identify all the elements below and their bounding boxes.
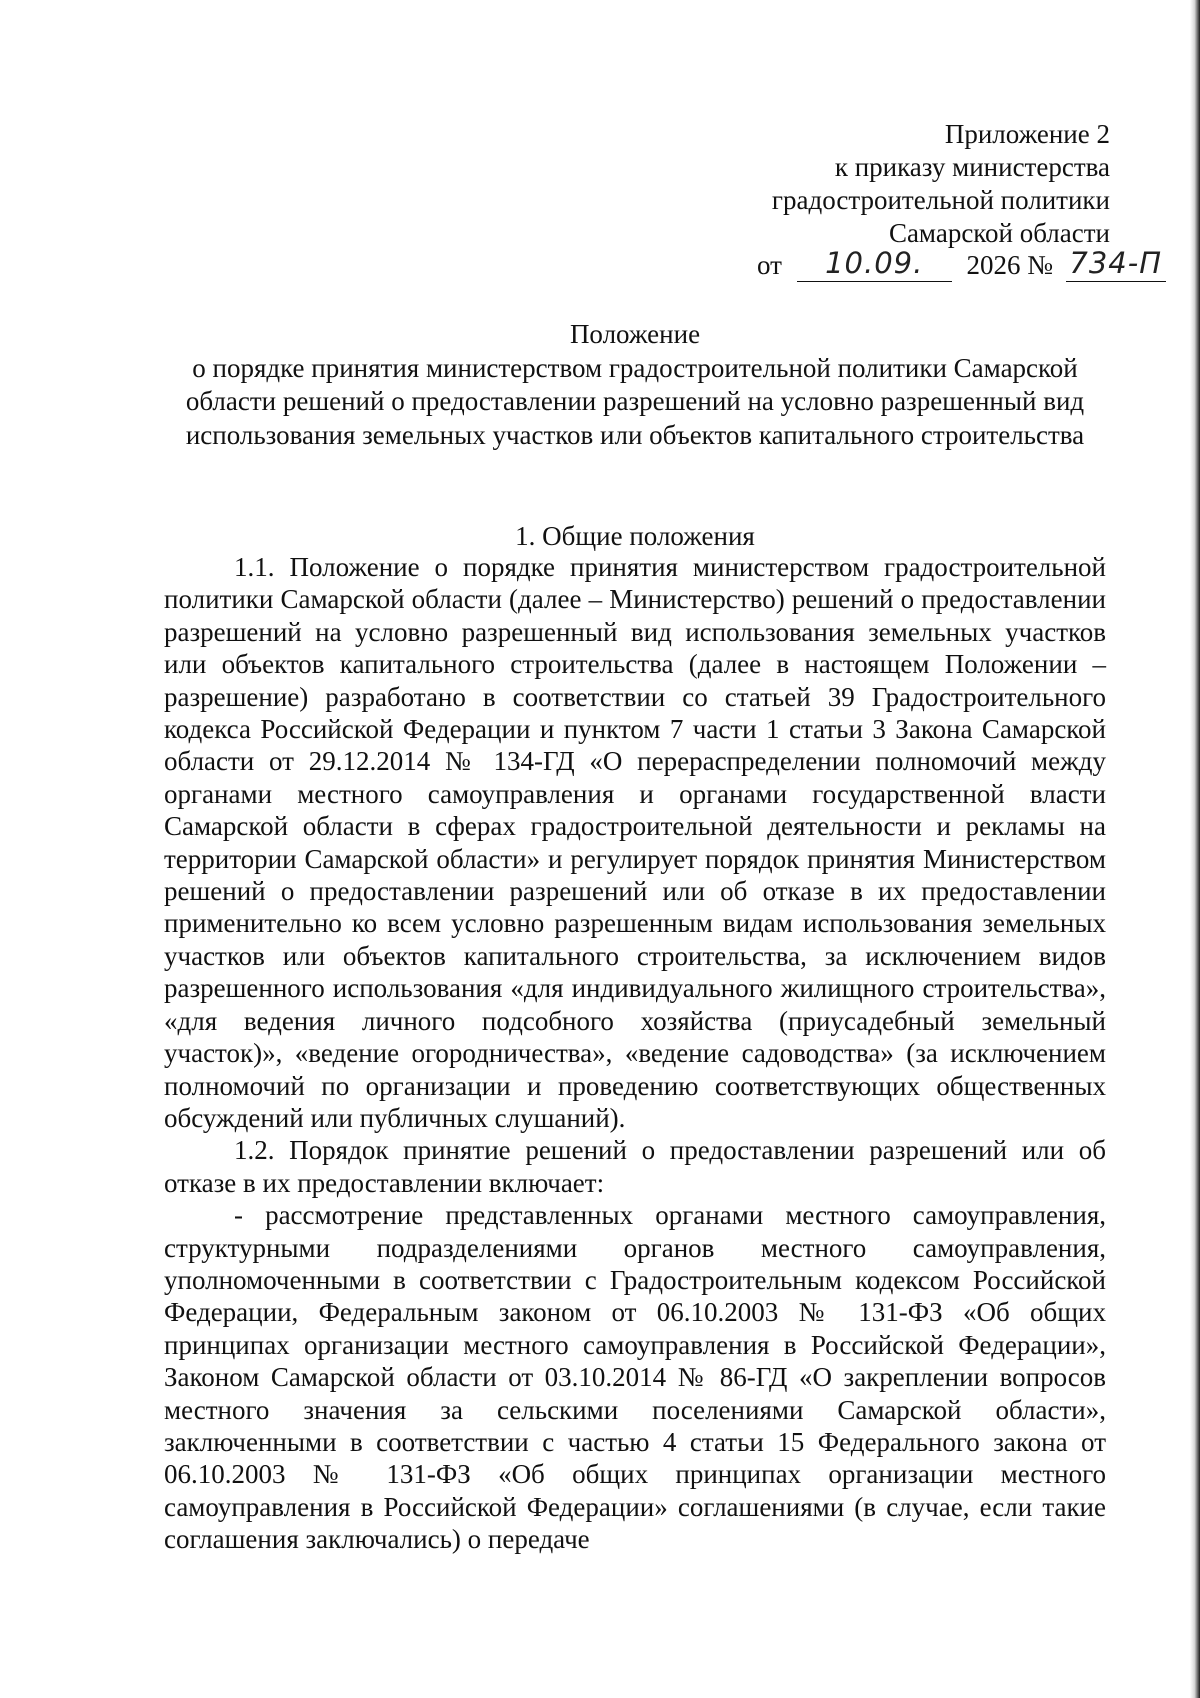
- section-heading: 1. Общие положения: [515, 521, 755, 551]
- document-title: Положение: [569, 319, 701, 349]
- date-prefix: от: [757, 250, 782, 280]
- paragraph-1-1: 1.1. Положение о порядке принятия министерством градостроительной политики Самарской области (далее – Министерство) решений о предоставлении разрешений на условно разрешенный вид использования земельных участков или объектов капитального строительства (далее в настоящем Положении – разрешение) разработано в соответствии со статьей 39 Градостроительного кодекса Российской Федерации и пунктом 7 части 1 статьи 3 Закона Самарской области от 29.12.2014 № 134-ГД «О перераспределении полномочий между органами местного самоуправления и органами государственной власти Самарской области в сферах градостроительной деятельности и рекламы на территории Самарской области» и регулирует порядок принятия Министерством решений о предоставлении разрешений или об отказе в их предоставлении применительно ко всем условно разрешенным видам использования земельных участков или объектов капитального строительства, за исключением видов разрешенного использования «для индивидуального жилищного строительства», «для ведения личного подсобного хозяйства (приусадебный земельный участок)», «ведение огородничества», «ведение садоводства» (за исключением полномочий по организации и проведению соответствующих общественных обсуждений или публичных слушаний).: [164, 552, 1106, 1133]
- handwritten-date: 10.09.: [825, 246, 924, 280]
- date-blank: [797, 246, 952, 282]
- appendix-line: градостроительной политики: [771, 185, 1110, 215]
- appendix-line: Самарской области: [888, 218, 1110, 248]
- appendix-header: [700, 118, 1110, 250]
- handwritten-number: 734-П: [1069, 246, 1163, 280]
- document-subtitle: о порядке принятия министерством градостроительной политики Самарской области решений о предоставлении разрешений на условно разрешенный вид использования земельных участков или объектов капитального строительства: [185, 353, 1085, 450]
- paragraph-list-item: - рассмотрение представленных органами местного самоуправления, структурными подразделениями органов местного самоуправления, уполномоченными в соответствии с Градостроительным кодексом Российской Федерации, Федеральным законом от 06.10.2003 № 131-ФЗ «Об общих принципах организации местного самоуправления в Российской Федерации», Законом Самарской области от 03.10.2014 № 86-ГД «О закреплении вопросов местного значения за сельскими поселениями Самарской области», заключенными в соответствии с частью 4 статьи 15 Федерального закона от 06.10.2003 № 131-ФЗ «Об общих принципах организации местного самоуправления в Российской Федерации» соглашениями (в случае, если такие соглашения заключались) о передаче: [164, 1200, 1106, 1555]
- appendix-line: к приказу министерства: [834, 152, 1110, 182]
- scan-edge-shadow: [1190, 0, 1200, 1698]
- order-year: 2026 №: [966, 250, 1053, 280]
- appendix-line: Приложение 2: [944, 119, 1110, 149]
- document-body: [164, 551, 1106, 1556]
- order-date-number-line: [757, 246, 1166, 285]
- paragraph-1-2: 1.2. Порядок принятие решений о предоставлении разрешений или об отказе в их предоставлении включает:: [164, 1135, 1106, 1198]
- number-blank: [1066, 246, 1166, 282]
